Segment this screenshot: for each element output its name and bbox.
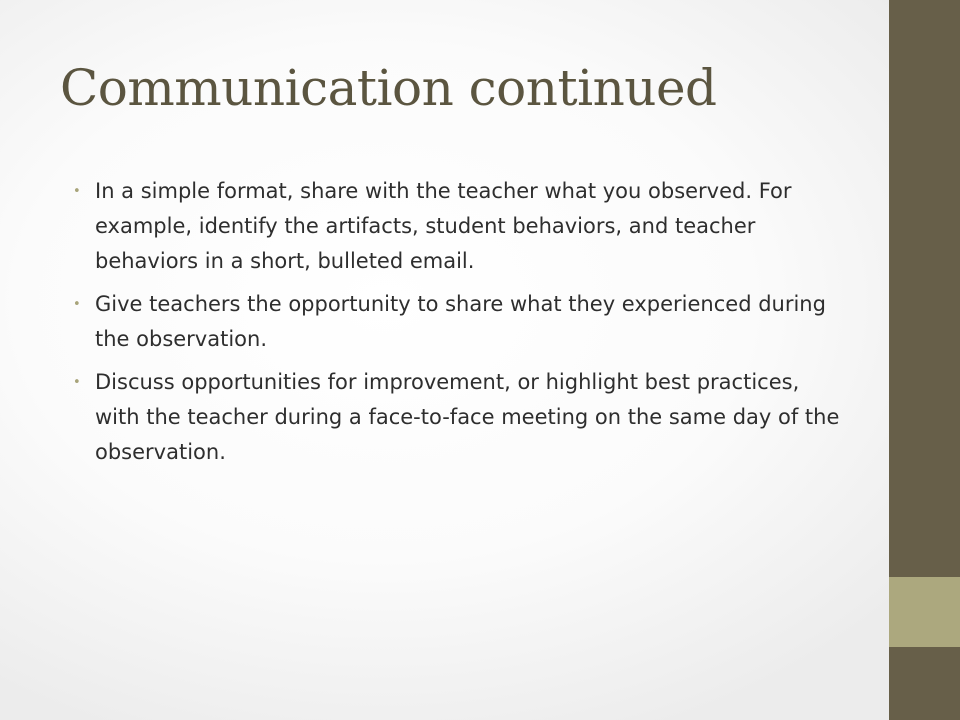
bullet-text: Discuss opportunities for improvement, or highlight best practices, with the teacher during a face-to-face meeting on the same day of the observation. [95,370,840,464]
bullet-text: Give teachers the opportunity to share what they experienced during the observation. [95,292,826,351]
bullet-marker-icon: • [73,184,81,199]
bullet-item [70,287,850,357]
bullet-item [70,365,850,470]
bullet-item [70,174,850,279]
bullet-list [70,174,850,478]
bullet-marker-icon: • [73,297,81,312]
bullet-marker-icon: • [73,375,81,390]
bullet-text: In a simple format, share with the teacher what you observed. For example, identify the artifacts, student behaviors, and teacher behaviors in a short, bulleted email. [95,179,792,273]
side-accent-block [889,577,960,647]
slide-title: Communication continued [60,59,717,117]
